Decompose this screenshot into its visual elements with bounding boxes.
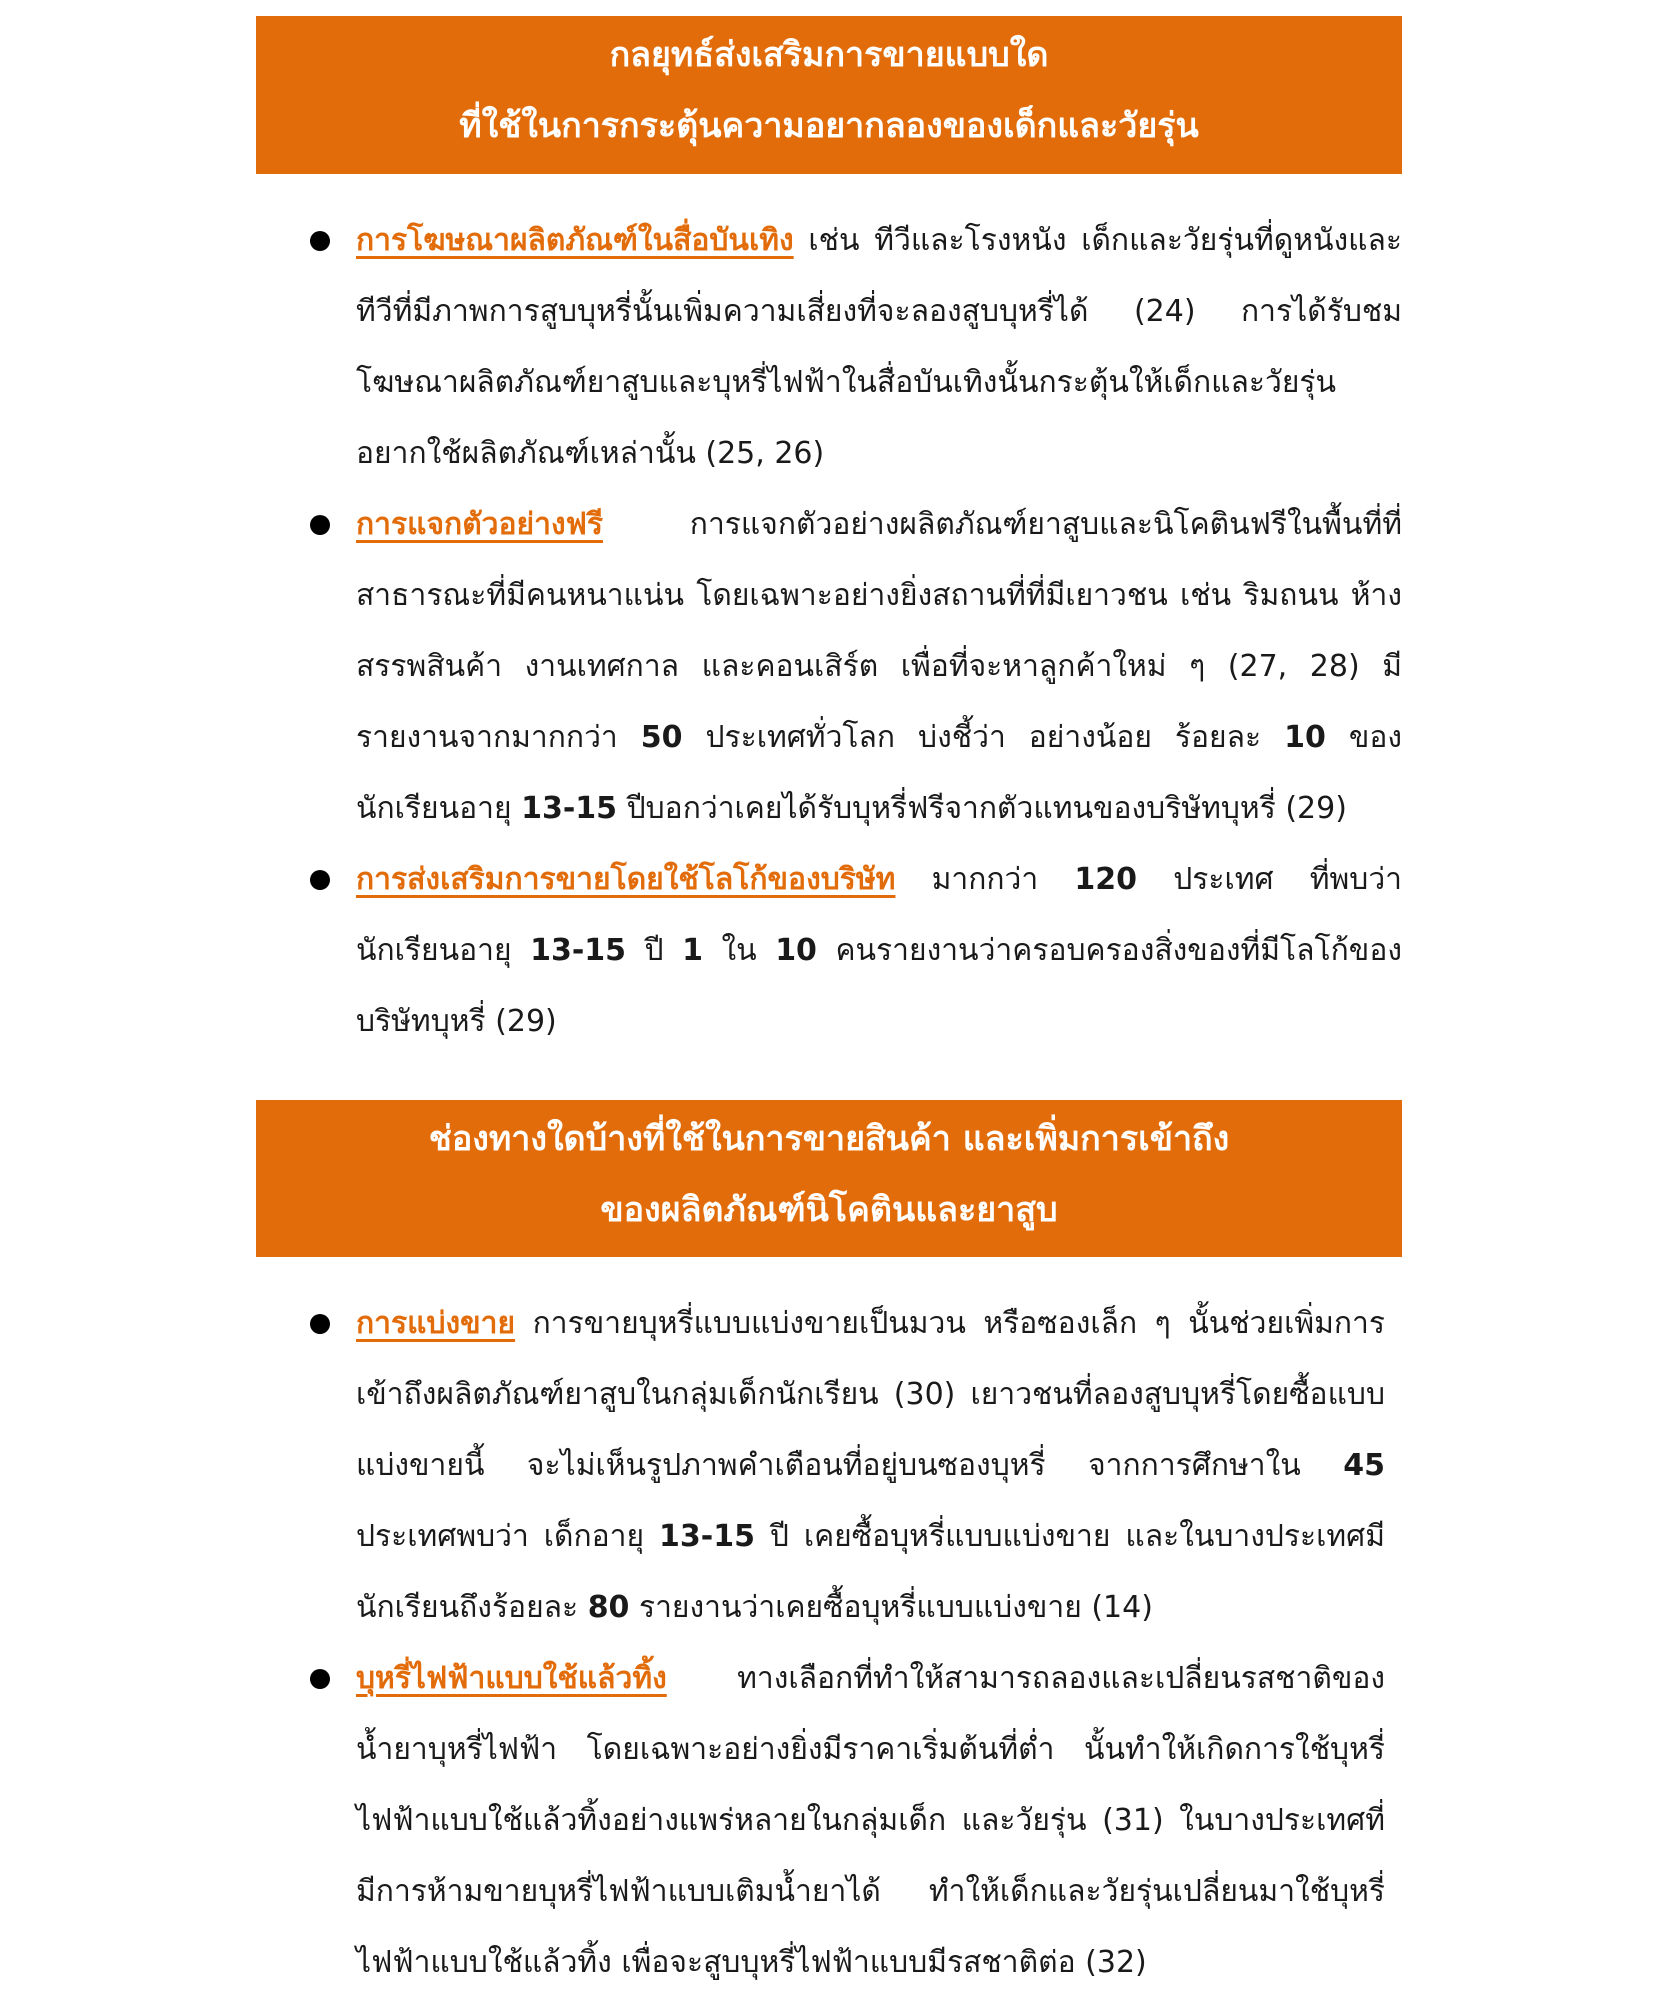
item-body-text: ปี เคยซื้อบุหรี่แบบแบ่งขาย และในบางประเทศมีนักเรียนถึงร้อยละ: [356, 1519, 1386, 1625]
item-body-text: ทางเลือกที่ทำให้สามารถลองและเปลี่ยนรสชาติของน้ำยาบุหรี่ไฟฟ้า โดยเฉพาะอย่างยิ่งมีราคาเริ่มต้นที่ต่ำ นั้นทำให้เกิดการใช้บุหรี่ไฟฟ้าแบบใช้แล้วทิ้งอย่างแพร่หลายในกลุ่มเด็ก และวัยรุ่น (31) ในบางประเทศที่มีการห้ามขายบุหรี่ไฟฟ้าแบบเติมน้ำยาได้ ทำให้เด็กและวัยรุ่นเปลี่ยนมาใช้บุหรี่ไฟฟ้าแบบใช้แล้วทิ้ง เพื่อจะสูบบุหรี่ไฟฟ้าแบบมีรสชาติต่อ (32): [356, 1661, 1385, 1980]
bullet-icon: [310, 1314, 330, 1334]
item-body-text: ใน: [703, 933, 776, 968]
list-item-company-logo-promotion: [300, 844, 1402, 1057]
bullet-icon: [310, 231, 330, 251]
item-body-text: ประเทศทั่วโลก บ่งชี้ว่า อย่างน้อย ร้อยละ: [682, 720, 1285, 755]
item-number: 120: [1074, 862, 1138, 897]
item-number: 13-15: [530, 933, 627, 968]
item-number: 13-15: [521, 791, 618, 826]
item-body-text: คนรายงานว่าครอบครองสิ่งของที่มีโลโก้ของบริษัทบุหรี่ (29): [356, 933, 1402, 1039]
bullet-icon: [310, 1669, 330, 1689]
list-item-disposable-vapes: [300, 1643, 1385, 1998]
item-lead-term: การแจกตัวอย่างฟรี: [356, 507, 603, 542]
item-body-text: การขายบุหรี่แบบแบ่งขายเป็นมวน หรือซองเล็ก ๆ นั้นช่วยเพิ่มการเข้าถึงผลิตภัณฑ์ยาสูบในกลุ่มเด็กนักเรียน (30) เยาวชนที่ลองสูบบุหรี่โดยซื้อแบบแบ่งขายนี้ จะไม่เห็นรูปภาพคำเตือนที่อยู่บนซองบุหรี่ จากการศึกษาใน: [356, 1306, 1385, 1483]
section-2-title-line-2: ของผลิตภัณฑ์นิโคตินและยาสูบ: [600, 1190, 1058, 1230]
section-2-heading: [256, 1100, 1402, 1257]
section-1-heading: [256, 16, 1402, 174]
item-body-text: ปี: [626, 933, 683, 968]
list-item-entertainment-ads: [300, 205, 1402, 489]
item-number: 50: [640, 720, 683, 755]
bullet-icon: [310, 870, 330, 890]
item-number: 13-15: [659, 1519, 755, 1554]
section-2-list: [300, 1288, 1385, 1998]
item-lead-term: การส่งเสริมการขายโดยใช้โลโก้ของบริษัท: [356, 862, 896, 897]
bullet-icon: [310, 515, 330, 535]
item-body-text: เช่น ทีวีและโรงหนัง เด็กและวัยรุ่นที่ดูหนังและทีวีที่มีภาพการสูบบุหรี่นั้นเพิ่มความเสี่ยงที่จะลองสูบบุหรี่ได้ (24) การได้รับชมโฆษณาผลิตภัณฑ์ยาสูบและบุหรี่ไฟฟ้าในสื่อบันเทิงนั้นกระตุ้นให้เด็กและวัยรุ่นอยากใช้ผลิตภัณฑ์เหล่านั้น (25, 26): [356, 223, 1402, 471]
item-body-text: ประเทศพบว่า เด็กอายุ: [356, 1519, 660, 1554]
item-number: 80: [587, 1590, 630, 1625]
item-body-text: รายงานว่าเคยซื้อบุหรี่แบบแบ่งขาย (14): [629, 1590, 1153, 1625]
item-number: 10: [1284, 720, 1326, 755]
item-number: 45: [1343, 1448, 1385, 1483]
item-body-text: ปีบอกว่าเคยได้รับบุหรี่ฟรีจากตัวแทนของบริษัทบุหรี่ (29): [617, 791, 1347, 826]
section-2-title-line-1: ช่องทางใดบ้างที่ใช้ในการขายสินค้า และเพิ่มการเข้าถึง: [428, 1119, 1230, 1159]
item-body-text: ประเทศ ที่พบว่า นักเรียนอายุ: [356, 862, 1403, 968]
item-number: 10: [775, 933, 817, 968]
item-lead-term: การแบ่งขาย: [356, 1306, 516, 1341]
list-item-free-samples: [300, 489, 1402, 844]
item-lead-term: บุหรี่ไฟฟ้าแบบใช้แล้วทิ้ง: [356, 1661, 667, 1696]
item-body-text: มากกว่า: [895, 862, 1075, 897]
section-1-list: [300, 205, 1402, 1057]
item-body-text: การแจกตัวอย่างผลิตภัณฑ์ยาสูบและนิโคตินฟรีในพื้นที่ที่สาธารณะที่มีคนหนาแน่น โดยเฉพาะอย่างยิ่งสถานที่ที่มีเยาวชน เช่น ริมถนน ห้างสรรพสินค้า งานเทศกาล และคอนเสิร์ต เพื่อที่จะหาลูกค้าใหม่ ๆ (27, 28) มีรายงานจากมากกว่า: [356, 507, 1402, 755]
section-1-title-line-1: กลยุทธ์ส่งเสริมการขายแบบใด: [609, 35, 1049, 75]
section-1-title-line-2: ที่ใช้ในการกระตุ้นความอยากลองของเด็กและวัยรุ่น: [459, 106, 1199, 146]
item-lead-term: การโฆษณาผลิตภัณฑ์ในสื่อบันเทิง: [356, 223, 794, 258]
list-item-single-stick-sales: [300, 1288, 1385, 1643]
item-number: 1: [682, 933, 703, 968]
item-body-text: ของนักเรียนอายุ: [356, 720, 1403, 826]
